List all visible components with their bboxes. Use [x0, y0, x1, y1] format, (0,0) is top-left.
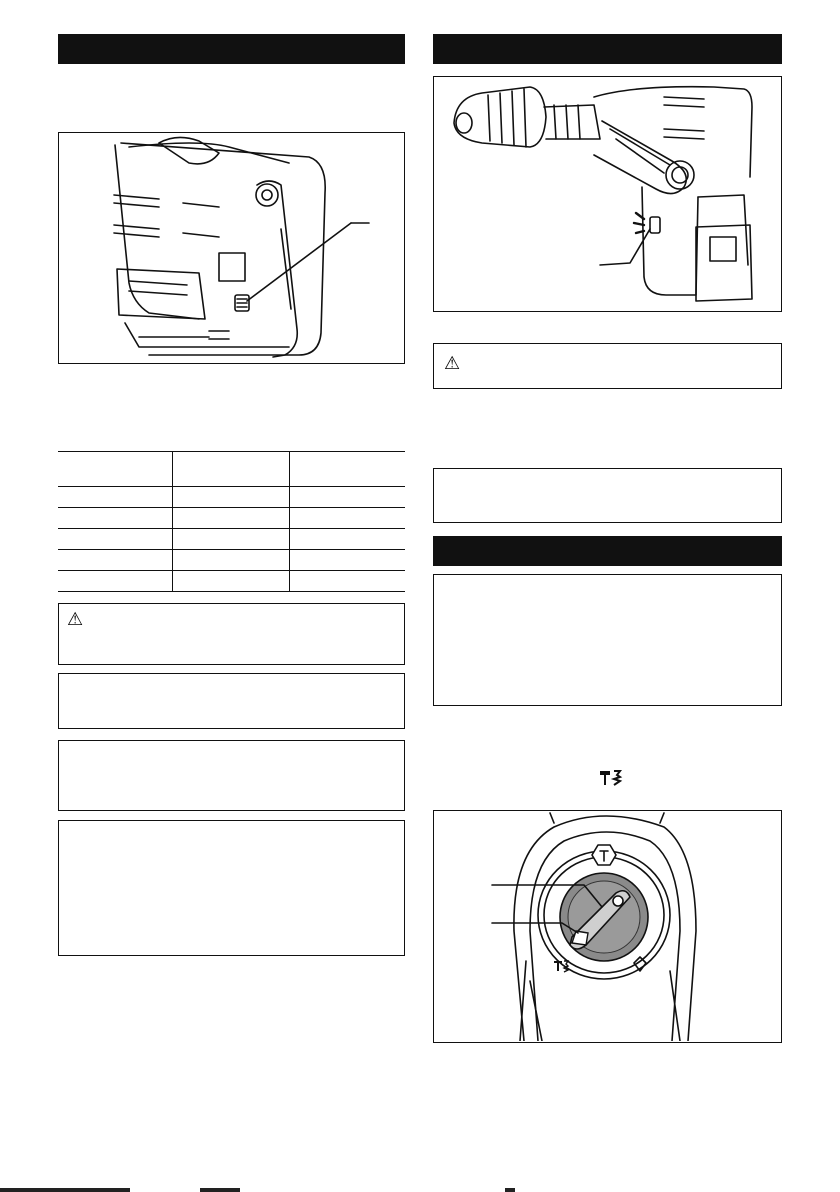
warning-triangle-icon: ⚠: [67, 609, 84, 630]
note-box-1: [58, 673, 405, 729]
mode-selector-illustration: [434, 811, 780, 1041]
caution-box-right-2: [433, 574, 782, 706]
table-row: [58, 571, 405, 592]
footer-mark: [200, 1188, 240, 1192]
table-row: [58, 529, 405, 550]
figure-mode-selector: [433, 810, 782, 1043]
caution-box-left: [58, 603, 405, 665]
table-header-row: [58, 452, 405, 487]
caution-box-right: [433, 343, 782, 389]
note-box-2: [58, 740, 405, 811]
section-header-bar-right-1: [433, 34, 782, 64]
section-header-bar-left: [58, 34, 405, 64]
hammer-drill-mode-icon: [598, 769, 624, 787]
tool-side-illustration: [434, 77, 780, 310]
note-box-right: [433, 468, 782, 523]
note-box-3: [58, 820, 405, 956]
warning-triangle-icon: ⚠: [444, 353, 461, 374]
table: [58, 451, 405, 592]
tool-rear-illustration: [59, 133, 403, 362]
figure-tool-side-indicator: [433, 76, 782, 312]
section-header-bar-right-2: [433, 536, 782, 566]
footer-mark: [0, 1188, 130, 1192]
footer-mark: [505, 1188, 515, 1192]
table-row: [58, 508, 405, 529]
callout-line: [247, 223, 351, 301]
table-row: [58, 550, 405, 571]
figure-tool-rear-indicator: [58, 132, 405, 364]
table-row: [58, 487, 405, 508]
